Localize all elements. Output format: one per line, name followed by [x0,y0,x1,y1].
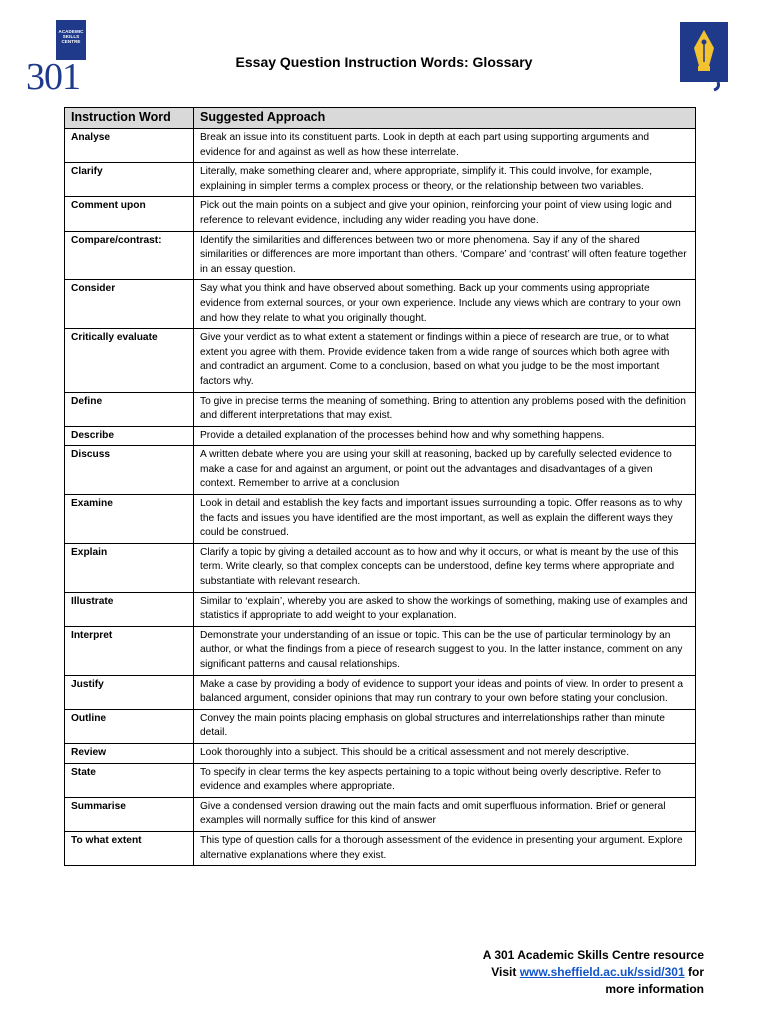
footer-visit-line [483,964,704,981]
suggested-approach-cell: This type of question calls for a thorough assessment of the evidence in presenting your argument. Explore alternative explanations where they exist. [194,831,696,865]
suggested-approach-cell: A written debate where you are using your skill at reasoning, backed up by carefully selected evidence to make a case for and against an argument, or point out the advantages and disadvantages of a given context. Remember to arrive at a conclusion [194,446,696,495]
column-header-instruction-word: Instruction Word [65,108,194,129]
footer-visit-prefix: Visit [491,965,520,979]
suggested-approach-cell: Look in detail and establish the key facts and important issues surrounding a topic. Offer reasons as to why the facts and issues you have identified are the most important, as well as explain the different ways they could be construed. [194,495,696,544]
suggested-approach-cell: Pick out the main points on a subject and give your opinion, reinforcing your point of view using logic and reference to relevant evidence, including any wider reading you have done. [194,197,696,231]
instruction-word-cell: Define [65,392,194,426]
instruction-word-cell: Consider [65,280,194,329]
suggested-approach-cell: Clarify a topic by giving a detailed account as to how and why it occurs, or what is meant by the use of this term. Write clearly, so that complex concepts can be understood, define key terms where appropriate and substantiate with relevant research. [194,543,696,592]
suggested-approach-cell: Provide a detailed explanation of the processes behind how and why something happens. [194,426,696,446]
suggested-approach-cell: Give your verdict as to what extent a statement or findings within a piece of research are true, or to what extent you agree with them. Provide evidence taken from a wide range of sources which both agree with and contradict an argument. Come to a conclusion, based on what you judge to be the most important factors why. [194,329,696,392]
page-title: Essay Question Instruction Words: Glossary [235,54,533,70]
table-row [65,626,696,675]
instruction-word-cell: To what extent [65,831,194,865]
instruction-word-cell: Summarise [65,797,194,831]
table-row [65,592,696,626]
instruction-word-cell: Illustrate [65,592,194,626]
footer-credit [483,947,704,998]
table-header-row [65,108,696,129]
instruction-word-cell: Interpret [65,626,194,675]
column-header-suggested-approach: Suggested Approach [194,108,696,129]
table-row [65,197,696,231]
table-row [65,495,696,544]
table-row [65,129,696,163]
table-row [65,280,696,329]
table-row [65,392,696,426]
logo-number: 301 [26,56,80,98]
suggested-approach-cell: Make a case by providing a body of evidence to support your ideas and points of view. In order to present a balanced argument, consider opinions that may run contrary to your own before stating your conclusion. [194,675,696,709]
table-row [65,831,696,865]
footer-more-info-line: more information [605,982,704,996]
suggested-approach-cell: To give in precise terms the meaning of something. Bring to attention any problems posed with the definition and different interpretations that may exist. [194,392,696,426]
footer-resource-line: A 301 Academic Skills Centre resource [482,948,704,962]
instruction-word-cell: Review [65,743,194,763]
instruction-word-cell: Examine [65,495,194,544]
suggested-approach-cell: Literally, make something clearer and, where appropriate, simplify it. This could involve, for example, explaining in simpler terms a complex process or theory, or the relationship between two variables. [194,163,696,197]
instruction-word-cell: Justify [65,675,194,709]
sheffield-link[interactable]: www.sheffield.ac.uk/ssid/301 [519,965,685,979]
instruction-word-cell: Comment upon [65,197,194,231]
logo-badge: ACADEMIC SKILLS CENTRE [56,20,86,60]
instruction-word-cell: Outline [65,709,194,743]
table-row [65,543,696,592]
suggested-approach-cell: Break an issue into its constituent parts. Look in depth at each part using supporting arguments and evidence for and against as well as how these interrelate. [194,129,696,163]
table-row [65,163,696,197]
table-row [65,446,696,495]
instruction-word-cell: Analyse [65,129,194,163]
table-row [65,329,696,392]
suggested-approach-cell: Convey the main points placing emphasis on global structures and interrelationships rather than minute detail. [194,709,696,743]
instruction-word-cell: Discuss [65,446,194,495]
table-row [65,763,696,797]
suggested-approach-cell: Say what you think and have observed about something. Back up your comments using appropriate evidence from external sources, or your own experience. Include any views which are contrary to your own and how they relate to what you originally thought. [194,280,696,329]
instruction-word-cell: Clarify [65,163,194,197]
table-row [65,743,696,763]
table-row [65,797,696,831]
suggested-approach-cell: Give a condensed version drawing out the main facts and omit superfluous information. Brief or general examples will normally suffice for this kind of answer [194,797,696,831]
table-row [65,426,696,446]
suggested-approach-cell: Similar to ‘explain’, whereby you are asked to show the workings of something, making use of examples and statistics if appropriate to add weight to your explanation. [194,592,696,626]
instruction-word-cell: Describe [65,426,194,446]
instruction-word-cell: Compare/contrast: [65,231,194,280]
table-row [65,709,696,743]
instruction-word-cell: State [65,763,194,797]
suggested-approach-cell: Look thoroughly into a subject. This should be a critical assessment and not merely descriptive. [194,743,696,763]
footer-visit-suffix: for [684,965,704,979]
instruction-word-cell: Critically evaluate [65,329,194,392]
suggested-approach-cell: Demonstrate your understanding of an issue or topic. This can be the use of particular terminology by an author, or what the findings from a piece of research suggest to you. In the latter instance, comment on any significant patterns and causal relationships. [194,626,696,675]
instruction-words-table [64,107,696,866]
table-row [65,675,696,709]
suggested-approach-cell: To specify in clear terms the key aspects pertaining to a topic without being overly descriptive. Refer to evidence and examples where appropriate. [194,763,696,797]
suggested-approach-cell: Identify the similarities and differences between two or more phenomena. Say if any of the shared similarities or differences are more important than others. ‘Compare’ and ‘contrast’ will often feature together in an essay question. [194,231,696,280]
instruction-word-cell: Explain [65,543,194,592]
table-row [65,231,696,280]
